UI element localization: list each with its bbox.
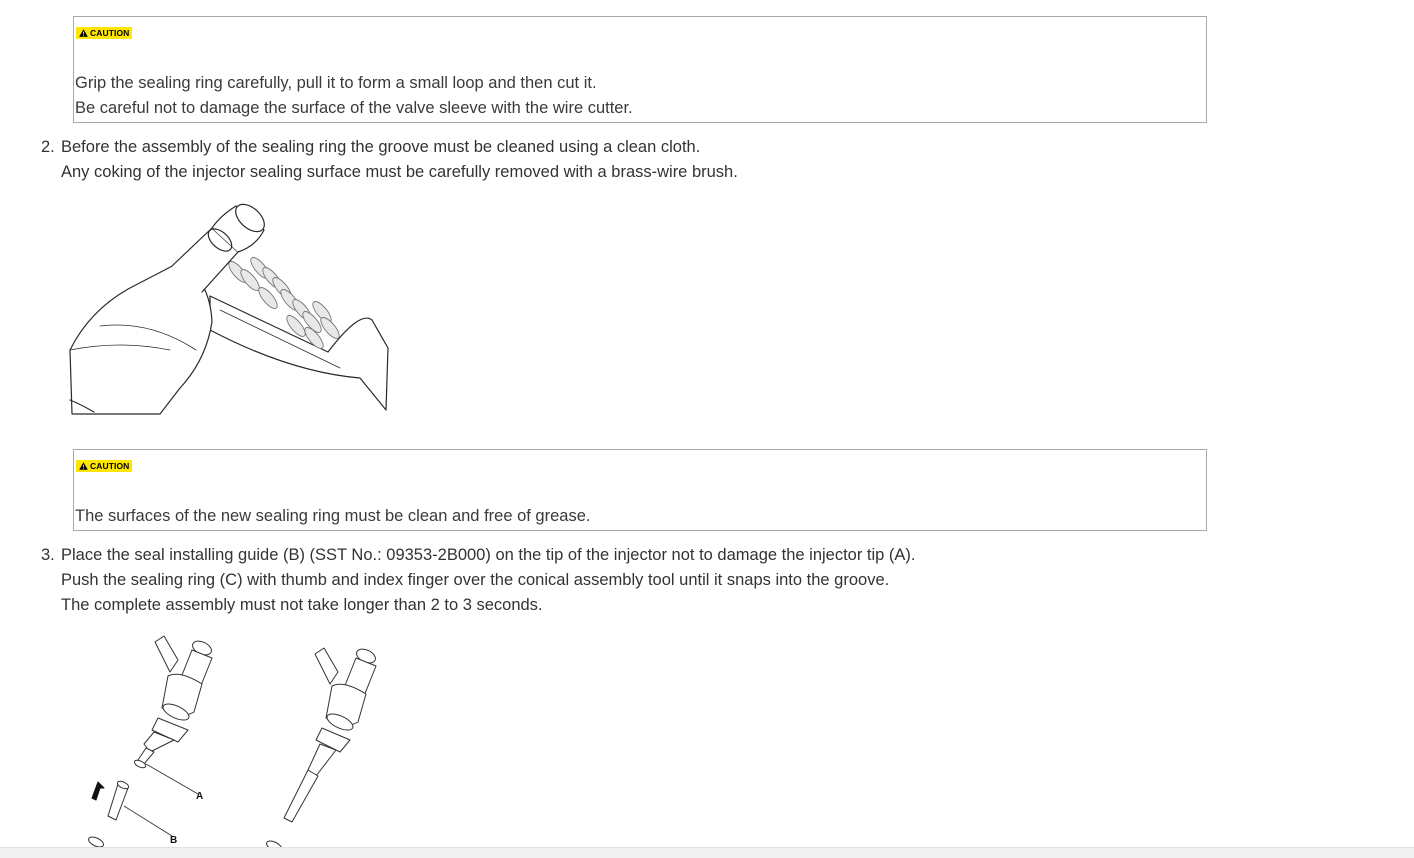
horizontal-scrollbar[interactable] — [0, 847, 1414, 858]
caution-label: CAUTION — [90, 28, 130, 38]
callout-label-a: A — [196, 791, 204, 802]
caution-label: CAUTION — [90, 461, 130, 471]
step-text: Any coking of the injector sealing surface must be carefully removed with a brass-wire brush. — [61, 163, 738, 181]
step-number: 3. — [41, 546, 55, 564]
step-text: Place the seal installing guide (B) (SST No.: 09353-2B000) on the tip of the injector not to damage the injector tip (A). — [61, 546, 916, 564]
callout-label-b: B — [170, 835, 178, 846]
procedure-step-3 — [41, 543, 916, 618]
caution-badge — [76, 460, 132, 472]
step-text: Push the sealing ring (C) with thumb and index finger over the conical assembly tool until it snaps into the groove. — [61, 571, 890, 589]
procedure-step-2 — [41, 135, 738, 185]
warning-triangle-icon — [79, 462, 88, 470]
seal-installing-guide-illustration — [80, 632, 400, 847]
caution-text — [75, 71, 633, 121]
step-text: The complete assembly must not take longer than 2 to 3 seconds. — [61, 596, 543, 614]
injector-brush-illustration — [60, 200, 400, 420]
caution-box — [73, 16, 1207, 123]
caution-badge — [76, 27, 132, 39]
caution-line: Grip the sealing ring carefully, pull it to form a small loop and then cut it. — [75, 74, 597, 92]
caution-box — [73, 449, 1207, 531]
caution-line: Be careful not to damage the surface of the valve sleeve with the wire cutter. — [75, 99, 633, 117]
caution-line: The surfaces of the new sealing ring must be clean and free of grease. — [75, 507, 591, 525]
step-number: 2. — [41, 138, 55, 156]
step-text: Before the assembly of the sealing ring the groove must be cleaned using a clean cloth. — [61, 138, 701, 156]
caution-text — [75, 504, 590, 529]
warning-triangle-icon — [79, 29, 88, 37]
